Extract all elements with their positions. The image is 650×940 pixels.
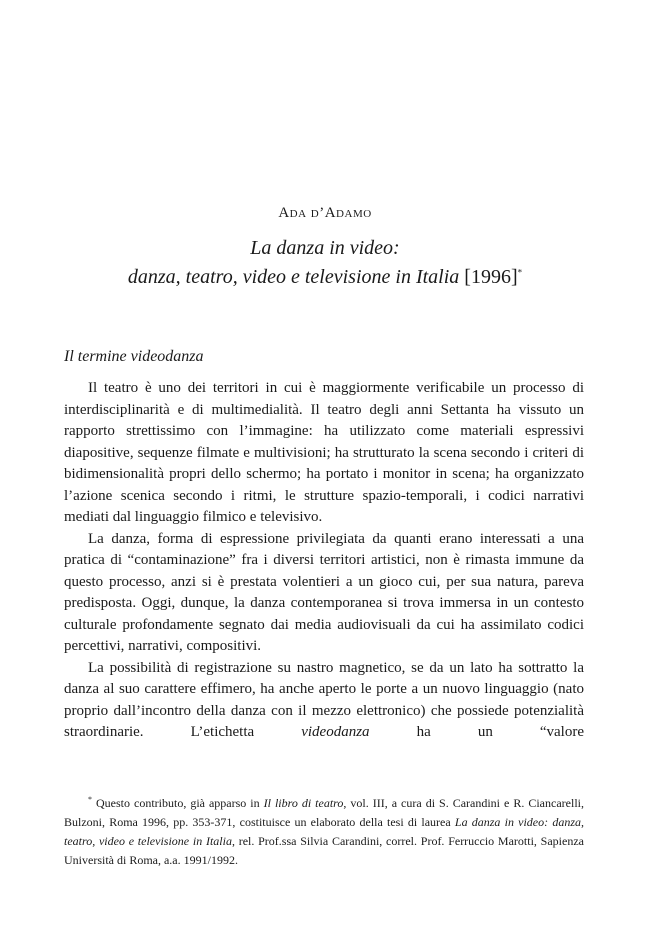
author-name: Ada d’Adamo (278, 205, 372, 221)
paragraph-3-text-a: La possibilità di registrazione su nastro magnetico, se da un lato ha sottratto la danza al suo carattere effimero, ha anche aperto le porte a un nuovo linguaggio (nato proprio dall’incontro della danza con il mezzo elettronico) che possiede potenzialità straordinarie. L’etichetta (64, 659, 584, 740)
title-footnote-mark: * (517, 267, 523, 278)
footnote-part-1: Questo contributo, già apparso in (92, 796, 264, 810)
footnote-book-title: Il libro di teatro (263, 796, 344, 810)
body-text (64, 378, 584, 744)
footnote-mark: * (88, 795, 92, 804)
paragraph-2: La danza, forma di espressione privilegiata da quanti erano interessati a una pratica di “contaminazione” fra i diversi territori artistici, non è rimasta immune da questo processo, anzi si è prestata volentieri a un gioco cui, per sua natura, pareva predisposta. Oggi, dunque, la danza contemporanea si trova immersa in un contesto culturale profondamente segnato dai media audiovisuali da cui ha assimilato codici percettivi, narrativi, compositivi. (64, 530, 584, 654)
footnote (64, 794, 584, 870)
section-heading: Il termine videodanza (64, 348, 204, 365)
paragraph-3 (64, 658, 584, 744)
title-line-2 (0, 263, 650, 292)
chapter-title (0, 234, 650, 292)
title-line-1: La danza in video: (250, 237, 400, 259)
title-year: [1996] (464, 266, 518, 288)
title-subtitle: danza, teatro, video e televisione in Italia (127, 266, 460, 288)
paragraph-3-text-b: ha un “valore (369, 724, 584, 740)
paragraph-1: Il teatro è uno dei territori in cui è maggiormente verificabile un processo di interdisciplinarità e di multimedialità. Il teatro degli anni Settanta ha vissuto un rapporto strettissimo con l’immagine: ha utilizzato come materiali espressivi diapositive, sequenze filmate e multivisioni; ha strutturato la scena secondo i criteri di bidimensionalità propri dello schermo; ha portato i monitor in scena; ha organizzato l’azione scenica secondo i ritmi, le strutture spazio-temporali, i codici narrativi mediati dal linguaggio filmico e televisivo. (64, 380, 584, 525)
footnote-text (64, 794, 584, 870)
footnote-thesis-title: La danza in video: danza, teatro, video e televisione in Italia (64, 815, 584, 848)
footnote-part-2: , vol. III, a cura di S. Carandini e R. Ciancarelli, Bulzoni, Roma 1996, pp. 353-371, costituisce un elaborato della tesi di laurea (64, 796, 584, 829)
footnote-part-3: , rel. Prof.ssa Silvia Carandini, correl. Prof. Ferruccio Marotti, Sapienza Università di Roma, a.a. 1991/1992. (64, 834, 584, 867)
paragraph-3-italic-term: videodanza (301, 724, 370, 740)
